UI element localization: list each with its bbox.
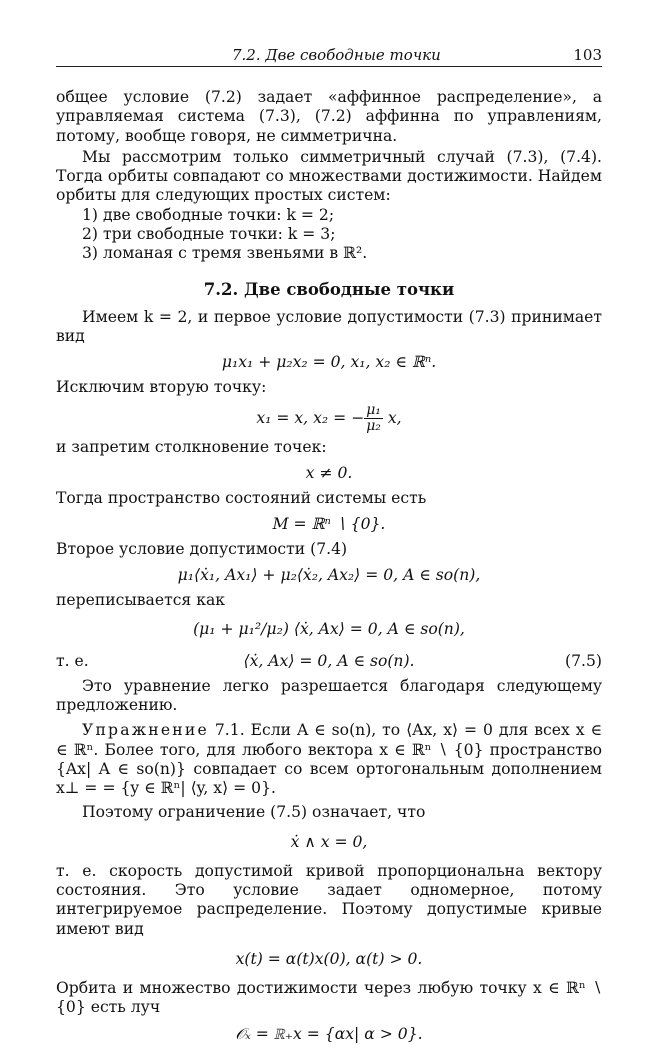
section-heading: 7.2. Две свободные точки	[203, 279, 455, 299]
equation-number: (7.5)	[565, 651, 602, 670]
equation-part: x,	[382, 408, 402, 427]
paragraph: Второе условие допустимости (7.4)	[56, 540, 348, 559]
equation-part: x₁ = x, x₂ = −	[256, 408, 365, 427]
page-number: 103	[573, 46, 602, 64]
list-item: 2) три свободные точки: k = 3;	[82, 225, 336, 244]
paragraph: общее условие (7.2) задает «аффинное распределение», а управляемая система (7.3), (7.2) аффинна по управлениям, потому, вообще говоря, не симметрична.	[56, 88, 602, 145]
exercise	[56, 721, 602, 798]
fraction	[364, 403, 383, 434]
paragraph: Это уравнение легко разрешается благодаря следующему предложению.	[56, 676, 602, 715]
paragraph: Орбита и множество достижимости через любую точку x ∈ ℝⁿ ∖ {0} есть луч	[56, 979, 602, 1017]
equation-prefix: т. е.	[56, 651, 89, 670]
list-item: 3) ломаная с тремя звеньями в ℝ².	[82, 244, 368, 263]
equation: x(t) = α(t)x(0), α(t) > 0.	[235, 950, 423, 969]
page-body	[56, 88, 602, 1050]
paragraph: и запретим столкновение точек:	[56, 437, 327, 456]
equation: x ≠ 0.	[305, 463, 353, 482]
page	[56, 0, 603, 1043]
running-title: 7.2. Две свободные точки	[232, 46, 441, 64]
paragraph: Тогда пространство состояний системы есть	[56, 488, 427, 507]
paragraph: Мы рассмотрим только симметричный случай (7.3), (7.4). Тогда орбиты совпадают со множествами достижимости. Найдем орбиты для следующих простых систем:	[56, 147, 603, 205]
exercise-text: 7.1. Если A ∈ so(n), то ⟨Ax, x⟩ = 0 для всех x ∈ ∈ ℝⁿ. Более того, для любого вектора x ∈ ℝⁿ ∖ {0} пространство {Ax| A ∈ so(n)} совпадает со всем ортогональным дополнением x⊥ = = {y ∈ ℝⁿ| ⟨y, x⟩ = 0}.	[56, 721, 602, 798]
list-item: 1) две свободные точки: k = 2;	[82, 205, 335, 224]
fraction-numerator: μ₁	[366, 402, 381, 419]
paragraph: Поэтому ограничение (7.5) означает, что	[82, 802, 426, 821]
equation: M = ℝⁿ ∖ {0}.	[272, 515, 386, 534]
equation: (μ₁ + μ₁²/μ₂) ⟨ẋ, Ax⟩ = 0, A ∈ so(n),	[193, 619, 465, 638]
equation-numbered	[56, 649, 602, 673]
fraction-denominator: μ₂	[366, 418, 381, 435]
paragraph: Исключим вторую точку:	[56, 378, 267, 397]
equation-body: ⟨ẋ, Ax⟩ = 0, A ∈ so(n).	[243, 651, 415, 670]
equation: μ₁⟨ẋ₁, Ax₁⟩ + μ₂⟨ẋ₂, Ax₂⟩ = 0, A ∈ so(n),	[177, 566, 481, 585]
equation	[56, 398, 602, 438]
equation: 𝒪ₓ = ℝ₊x = {αx| α > 0}.	[235, 1024, 423, 1043]
equation: μ₁x₁ + μ₂x₂ = 0, x₁, x₂ ∈ ℝⁿ.	[221, 353, 437, 372]
paragraph: переписывается как	[56, 591, 226, 610]
paragraph: Имеем k = 2, и первое условие допустимости (7.3) принимает вид	[56, 307, 602, 345]
equation: ẋ ∧ x = 0,	[290, 832, 368, 851]
paragraph: т. е. скорость допустимой кривой пропорциональна вектору состояния. Это условие задает одномерное, потому интегрируемое распределение. Поэтому допустимые кривые имеют вид	[56, 861, 602, 938]
running-header	[56, 46, 602, 67]
exercise-label: Упражнение	[82, 721, 209, 740]
